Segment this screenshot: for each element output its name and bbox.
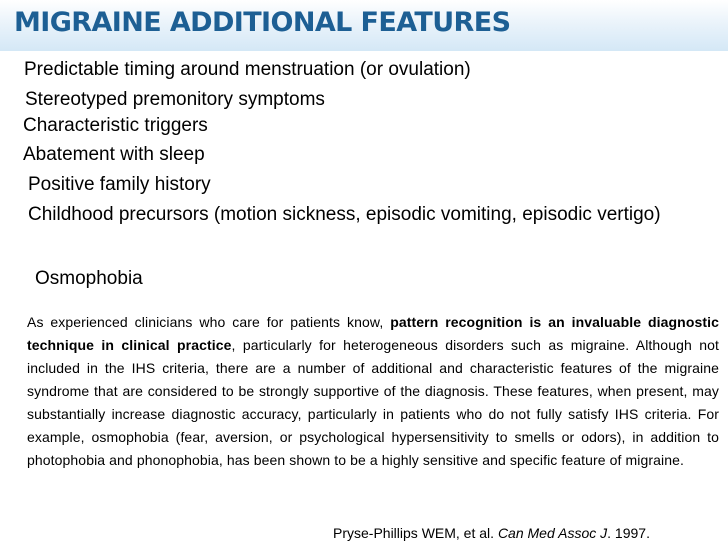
citation-journal: Can Med Assoc J [497, 525, 608, 541]
feature-item-menstrual-timing: Predictable timing around menstruation (or ovulation) [24, 59, 471, 80]
paragraph-intro: As experienced clinicians who care for patients know, [27, 314, 391, 330]
feature-item-family-history: Positive family history [28, 174, 211, 195]
paragraph-body: , particularly for heterogeneous disorders such as migraine. Although not included in the IHS criteria, there are a number of additional and characteristic features of the migraine syndrome that are considered to be strongly supportive of the diagnosis. These features, when present, may substantially increase diagnostic accuracy, particularly in patients who do not fully satisfy IHS criteria. For example, osmophobia (fear, aversion, or psychological hypersensitivity to smells or odors), in addition to photophobia and phonophobia, has been shown to be a highly sensitive and specific feature of migraine. [27, 337, 719, 468]
citation-authors: Pryse-Phillips WEM, et al. [333, 525, 498, 541]
slide-title: MIGRAINE ADDITIONAL FEATURES [14, 7, 511, 38]
feature-item-childhood-precursors: Childhood precursors (motion sickness, episodic vomiting, episodic vertigo) [28, 204, 661, 225]
paragraph-emphasis: pattern recognition is an invaluable diagnostic technique in clinical practice [27, 314, 719, 353]
feature-item-premonitory-symptoms: Stereotyped premonitory symptoms [25, 89, 325, 110]
citation-year: . 1997. [607, 525, 650, 541]
feature-item-triggers: Characteristic triggers [23, 115, 208, 136]
citation [333, 524, 650, 542]
feature-item-sleep-abatement: Abatement with sleep [23, 144, 205, 165]
feature-item-osmophobia: Osmophobia [35, 268, 143, 289]
explanation-paragraph [27, 311, 719, 472]
